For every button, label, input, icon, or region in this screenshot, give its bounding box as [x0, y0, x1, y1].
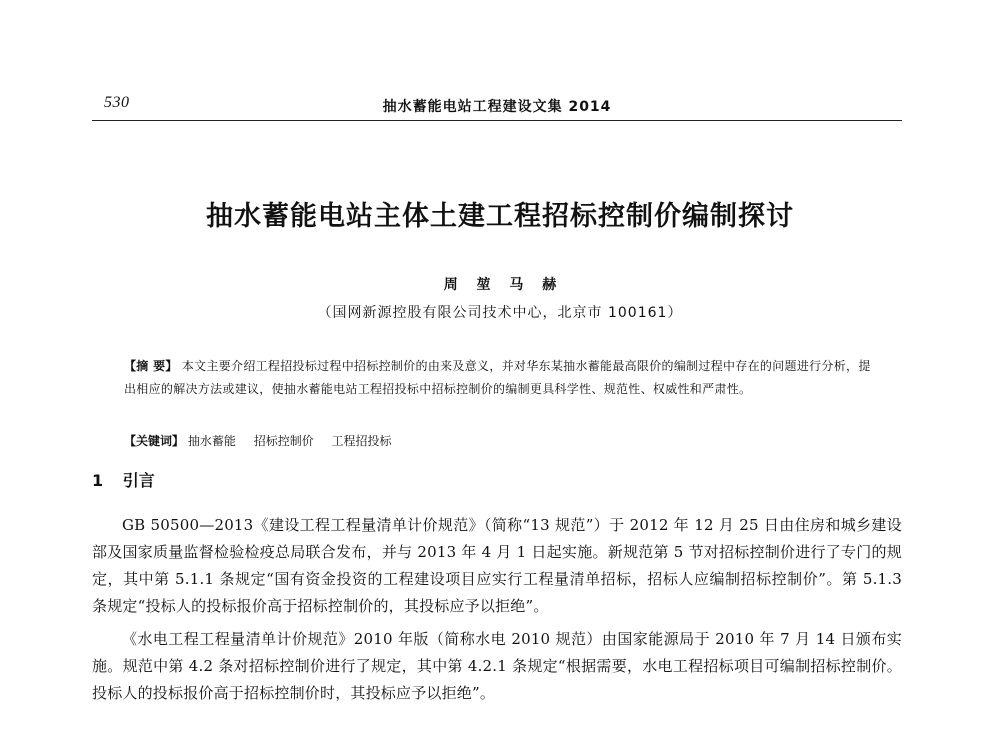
abstract-label: 【摘 要】	[124, 359, 178, 373]
body-text	[92, 512, 902, 713]
section-number: 1	[92, 471, 104, 490]
section-title: 引言	[122, 471, 155, 490]
keyword-item: 招标控制价	[253, 434, 314, 448]
author-list: 周 堃 马 赫	[443, 277, 557, 293]
abstract-text: 本文主要介绍工程招投标过程中招标控制价的由来及意义，并对华东某抽水蓄能最高限价的编制过程中存在的问题进行分析，提出相应的解决方法或建议，使抽水蓄能电站工程招投标中招标控制价的编制更具科学性、规范性、权威性和严肃性。	[124, 359, 871, 396]
abstract	[124, 355, 882, 401]
journal-title: 抽水蓄能电站工程建设文集 2014	[382, 99, 612, 115]
page-number: 530	[104, 94, 130, 111]
header-rule	[92, 120, 902, 121]
keywords-label: 【关键词】	[124, 434, 185, 448]
keyword-item: 工程招投标	[331, 434, 392, 448]
author-affiliation: （国网新源控股有限公司技术中心，北京市 100161）	[317, 305, 683, 321]
keyword-item: 抽水蓄能	[187, 434, 236, 448]
paper-title: 抽水蓄能电站主体土建工程招标控制价编制探讨	[206, 201, 794, 232]
keywords	[124, 431, 882, 451]
running-header	[92, 92, 902, 122]
body-paragraph: GB 50500—2013《建设工程工程量清单计价规范》（简称“13 规范”）于 2012 年 12 月 25 日由住房和城乡建设部及国家质量监督检验检疫总局联合发布，并与 2013 年 4 月 1 日起实施。新规范第 5 节对招标控制价进行了专门的规定，其中第 5.1.1 条规定“国有资金投资的工程建设项目应实行工程量清单招标，招标人应编制招标控制价”。第 5.1.3 条规定“投标人的投标报价高于招标控制价的，其投标应予以拒绝”。	[92, 516, 902, 615]
body-paragraph: 《水电工程工程量清单计价规范》2010 年版（简称水电 2010 规范）由国家能源局于 2010 年 7 月 14 日颁布实施。规范中第 4.2 条对招标控制价进行了规定，其中第 4.2.1 条规定“根据需要，水电工程招标项目可编制招标控制价。投标人的投标报价高于招标控制价时，其投标应予以拒绝”。	[92, 630, 902, 702]
section-heading	[92, 468, 155, 491]
